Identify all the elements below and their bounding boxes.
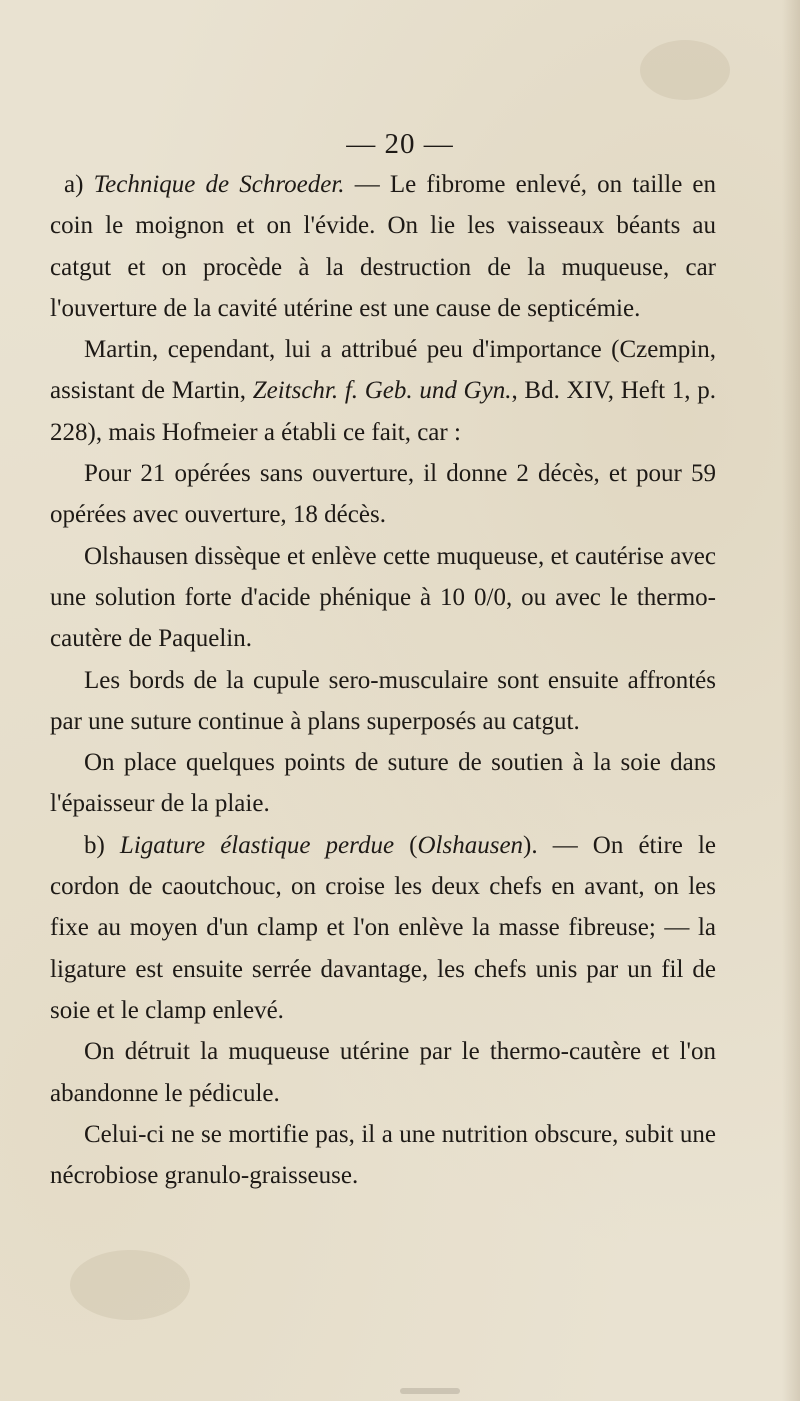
paragraph-necrobiose: Celui-ci ne se mortifie pas, il a une nutrition obscure, subit une nécrobiose granulo-graisseuse. [50, 1120, 716, 1190]
page-edge-shadow [782, 0, 800, 1401]
author-olshausen: Olshausen [417, 831, 524, 859]
section-label-a: a) [64, 171, 84, 198]
paragraph-text: , Bd. XIV, Heft 1, p. 228), mais Hofmeier a établi ce fait, car : [50, 377, 717, 446]
page-body [50, 164, 716, 1196]
journal-citation: Zeitschr. f. Geb. und Gyn. [252, 377, 512, 405]
paragraph-text: — Le fibrome enlevé, on taille en coin le moignon et on l'évide. On lie les vaisseaux béants au catgut et on procède à la destruction de la muqueuse, car l'ouverture de la cavité utérine est une cause de septicémie. [50, 171, 717, 322]
section-title-schroeder: Technique de Schroeder. [93, 171, 345, 198]
paragraph-technique-schroeder [50, 164, 716, 329]
paragraph-soutien: On place quelques points de suture de soutien à la soie dans l'épaisseur de la plaie. [50, 749, 716, 818]
paragraph-olshausen: Olshausen dissèque et enlève cette muqueuse, et cautérise avec une solution forte d'acide phénique à 10 0/0, ou avec le thermo-cautère de Paquelin. [50, 542, 716, 653]
paper-stain [640, 40, 730, 100]
paragraph-martin [50, 329, 716, 453]
bottom-smudge [400, 1388, 460, 1394]
paragraph-suture: Les bords de la cupule sero-musculaire sont ensuite affrontés par une suture continue à plans superposés au catgut. [50, 666, 716, 735]
paragraph-text: ). — On étire le cordon de caoutchouc, on croise les deux chefs en avant, on les fixe au moyen d'un clamp et l'on enlève la masse fibreuse; — la ligature est ensuite serrée davantage, les chefs unis par un fil de soie et le clamp enlevé. [50, 831, 716, 1024]
paragraph-statistics: Pour 21 opérées sans ouverture, il donne 2 décès, et pour 59 opérées avec ouverture, 18 décès. [50, 460, 716, 529]
paper-stain [70, 1250, 190, 1320]
section-title-ligature: Ligature élastique perdue [119, 831, 395, 859]
paragraph-muqueuse: On détruit la muqueuse utérine par le thermo-cautère et l'on abandonne le pédicule. [50, 1038, 716, 1107]
paragraph-text: Martin, cependant, lui a attribué peu d'importance (Czempin, assistant de Martin, [50, 336, 716, 405]
paragraph-ligature-elastique [50, 825, 716, 1031]
page-number: — 20 — [346, 128, 454, 160]
paragraph-text: ( [394, 831, 418, 859]
section-label-b: b) [84, 831, 105, 859]
